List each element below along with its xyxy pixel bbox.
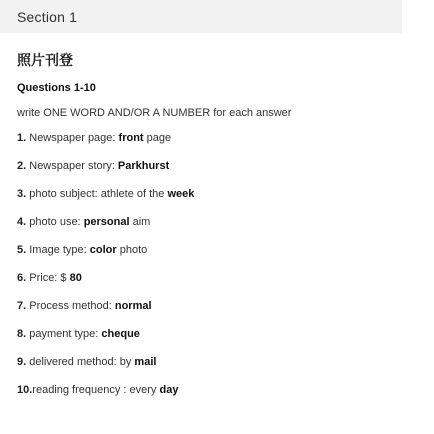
question-list [17, 130, 417, 410]
question-item [17, 214, 417, 242]
question-text: Image type: [26, 244, 90, 256]
question-text: delivered method: by [26, 356, 135, 368]
question-text: reading frequency : every [32, 384, 160, 396]
question-answer: mail [134, 356, 157, 368]
question-text: Process method: [26, 300, 115, 312]
question-answer: week [167, 188, 195, 200]
content [17, 33, 417, 410]
question-answer: color [89, 244, 117, 256]
question-item [17, 130, 417, 158]
questions-label: Questions 1-10 [17, 82, 96, 94]
question-item [17, 354, 417, 382]
question-item [17, 186, 417, 214]
section-title: Section 1 [17, 8, 78, 25]
question-answer: normal [114, 300, 152, 312]
question-text: photo use: [26, 216, 84, 228]
question-number: 6. [17, 272, 27, 284]
question-text: payment type: [26, 328, 102, 340]
question-number: 7. [17, 300, 27, 312]
question-suffix: page [143, 132, 172, 144]
question-number: 10. [17, 384, 33, 396]
question-text: Newspaper page: [26, 132, 119, 144]
question-answer: personal [83, 216, 130, 228]
question-answer: 80 [69, 272, 82, 284]
question-text: photo subject: athlete of the [26, 188, 168, 200]
question-item [17, 326, 417, 354]
question-answer: Parkhurst [117, 160, 170, 172]
question-answer: day [159, 384, 179, 396]
question-text: Newspaper story: [26, 160, 118, 172]
question-number: 2. [17, 160, 27, 172]
question-answer: front [118, 132, 144, 144]
question-item [17, 158, 417, 186]
question-item [17, 270, 417, 298]
question-item [17, 298, 417, 326]
question-text: Price: $ [26, 272, 70, 284]
instructions-text: write ONE WORD AND/OR A NUMBER for each answer [17, 107, 292, 119]
question-answer: cheque [101, 328, 140, 340]
question-item [17, 382, 417, 410]
question-number: 4. [17, 216, 27, 228]
question-number: 9. [17, 356, 27, 368]
question-suffix: photo [116, 244, 148, 256]
page-heading: 照片刊登 [17, 52, 73, 68]
question-number: 3. [17, 188, 27, 200]
section-header [0, 0, 402, 33]
question-number: 5. [17, 244, 27, 256]
question-number: 8. [17, 328, 27, 340]
question-item [17, 242, 417, 270]
question-suffix: aim [129, 216, 151, 228]
question-number: 1. [17, 132, 27, 144]
